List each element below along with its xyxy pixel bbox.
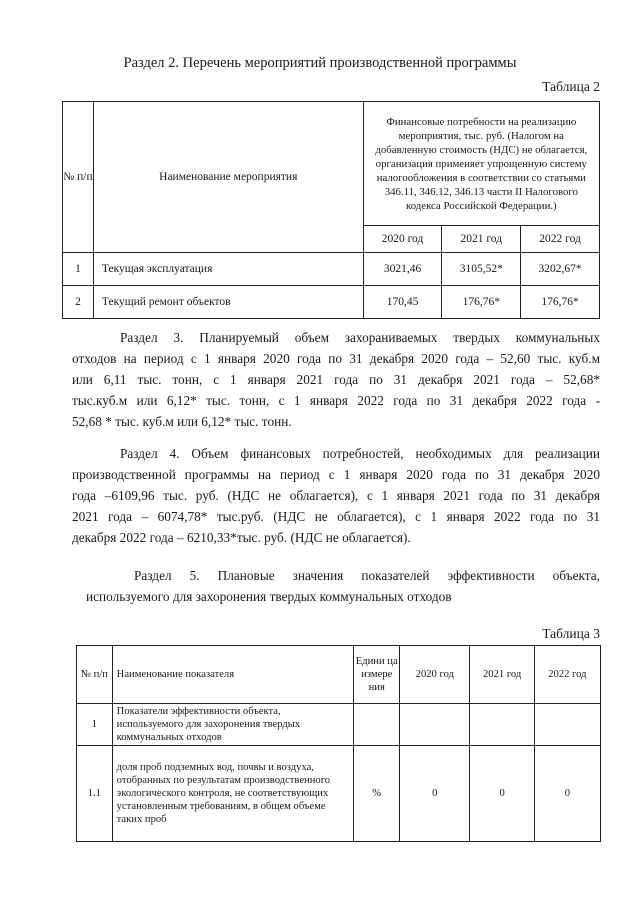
- t3-cell-name: Показатели эффективности объекта, используемого для захоронения твердых коммунальных отходов: [112, 704, 354, 746]
- t2-header-name: Наименование мероприятия: [93, 102, 363, 253]
- t2-header-num: № п/п: [63, 102, 94, 253]
- t3-cell-value: [534, 704, 600, 746]
- section4-paragraph: [72, 443, 600, 548]
- t2-year: 2021 год: [442, 226, 521, 253]
- paragraph-line: производственной программы на период с 1 января 2020 года по 31 декабря 2020: [72, 467, 600, 482]
- paragraph-line: Раздел 3. Планируемый объем захораниваемых твердых коммунальных: [120, 330, 600, 345]
- table-row: [63, 253, 600, 286]
- t3-cell-value: 0: [470, 746, 534, 842]
- t3-header-name: Наименование показателя: [112, 646, 354, 704]
- t2-cell-value: 176,76*: [442, 286, 521, 319]
- t3-year: 2021 год: [470, 646, 534, 704]
- t3-cell-unit: %: [354, 746, 400, 842]
- t3-cell-value: [400, 704, 470, 746]
- t2-cell-num: 1: [63, 253, 94, 286]
- table3-label: Таблица 3: [542, 626, 600, 641]
- table-row: [77, 746, 601, 842]
- paragraph-line: Раздел 5. Плановые значения показателей эффективности объекта,: [134, 568, 600, 583]
- t2-year: 2022 год: [521, 226, 600, 253]
- table-row: [77, 704, 601, 746]
- t2-cell-num: 2: [63, 286, 94, 319]
- paragraph-line: или 6,11 тыс. тонн, с 1 января 2021 года по 31 декабря 2021 года – 52,68*: [72, 372, 600, 387]
- t3-cell-name: доля проб подземных вод, почвы и воздуха, отобранных по результатам производственного экологического контроля, не соответствующих установленным требованиям, в общем объеме таких проб: [112, 746, 354, 842]
- t3-cell-value: 0: [534, 746, 600, 842]
- section2-title: Раздел 2. Перечень мероприятий производственной программы: [123, 55, 517, 71]
- paragraph-line: Раздел 4. Объем финансовых потребностей, необходимых для реализации: [120, 446, 600, 461]
- paragraph-line: 52,68 * тыс. куб.м или 6,12* тыс. тонн.: [72, 414, 292, 429]
- t3-cell-num: 1: [77, 704, 113, 746]
- t2-cell-name: Текущий ремонт объектов: [93, 286, 363, 319]
- t3-cell-value: 0: [400, 746, 470, 842]
- t2-cell-name: Текущая эксплуатация: [93, 253, 363, 286]
- t2-cell-value: 176,76*: [521, 286, 600, 319]
- t2-header-fin: Финансовые потребности на реализацию мероприятия, тыс. руб. (Налогом на добавленную стоимость (НДС) не облагается, организация применяет упрощенную систему налогообложения в соответствии со статьями 346.11, 346.12, 346.13 части II Налогового кодекса Российской Федерации.): [363, 102, 599, 226]
- paragraph-line: года –6109,96 тыс. руб. (НДС не облагается), с 1 января 2021 года по 31 декабря: [72, 488, 600, 503]
- t3-cell-num: 1.1: [77, 746, 113, 842]
- t3-header-unit: Едини ца измере ния: [354, 646, 400, 704]
- table-3: [76, 645, 601, 842]
- t2-cell-value: 3021,46: [363, 253, 442, 286]
- t2-cell-value: 3202,67*: [521, 253, 600, 286]
- t2-year: 2020 год: [363, 226, 442, 253]
- t2-cell-value: 3105,52*: [442, 253, 521, 286]
- t3-year: 2022 год: [534, 646, 600, 704]
- paragraph-line: тыс.куб.м или 6,12* тыс. тонн, с 1 января 2022 года по 31 декабря 2022 года -: [72, 393, 600, 408]
- t3-cell-unit: [354, 704, 400, 746]
- section3-paragraph: [72, 327, 600, 432]
- section5-heading: [86, 565, 600, 607]
- t3-cell-value: [470, 704, 534, 746]
- table-row: [63, 286, 600, 319]
- table2-label: Таблица 2: [542, 79, 600, 94]
- paragraph-line: декабря 2022 года – 6210,33*тыс. руб. (НДС не облагается).: [72, 530, 411, 545]
- table-2: [62, 101, 600, 319]
- t3-year: 2020 год: [400, 646, 470, 704]
- paragraph-line: 2021 года – 6074,78* тыс.руб. (НДС не облагается), с 1 января 2022 года по 31: [72, 509, 600, 524]
- paragraph-line: отходов на период с 1 января 2020 года по 31 декабря 2020 года – 52,60 тыс. куб.м: [72, 351, 600, 366]
- t2-cell-value: 170,45: [363, 286, 442, 319]
- paragraph-line: используемого для захоронения твердых коммунальных отходов: [86, 589, 452, 604]
- t3-header-num: № п/п: [77, 646, 113, 704]
